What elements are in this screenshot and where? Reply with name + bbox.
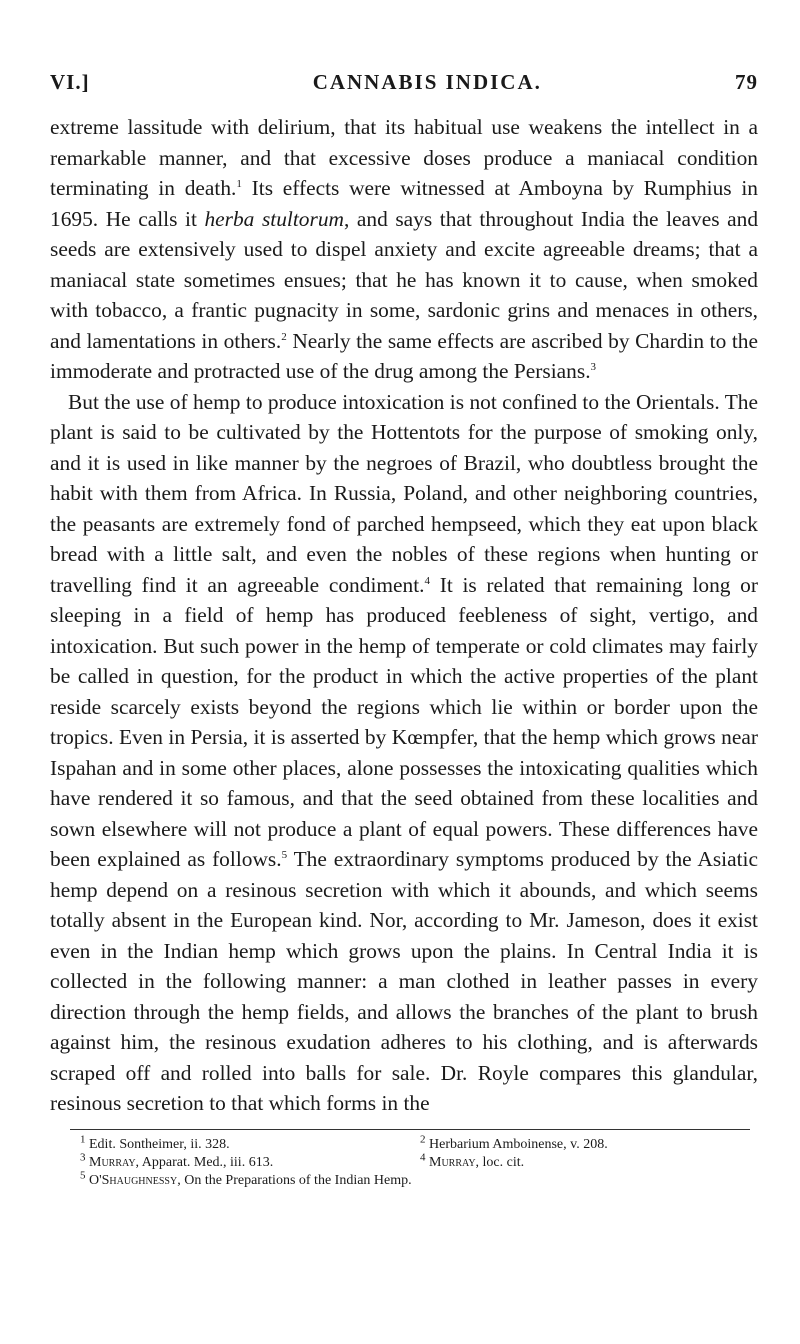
footnote-ref-3: 3 (590, 360, 597, 373)
paragraph-2: But the use of hemp to produce intoxication is not confined to the Orientals. The plant is said to be cultivated by the Hottentots for the purpose of smoking only, and it is used in like manner by the negroes of Brazil, who doubtless brought the habit with them from Africa. In Russia, Poland, and other neighboring countries, the peasants are extremely fond of parched hempseed, which they eat upon black bread with a little salt, and even the nobles of these regions when hunting or travelling find it an agreeable condiment.$^4$ It is related that remaining long or sleeping in a field of hemp has produced feebleness of sight, vertigo, and intoxication. But such power in the hemp of temperate or cold climates may fairly be called in question, for the product in which the active properties of the plant reside scarcely exists beyond the regions which lie within or border upon the tropics. Even in Persia, it is asserted by Kœmpfer, that the hemp which grows near Ispahan and in some other places, alone possesses the intoxicating qualities which have rendered it so famous, and that the seed obtained from these localities and sown elsewhere will not produce a plant of equal powers. These differences have been explained as follows.$^5$ The extraordinary symptoms produced by the Asiatic hemp depend on a resinous secretion with which it abounds, and which seems totally absent in the European kind. Nor, according to Mr. Jameson, does it exist even in the Indian hemp which grows upon the plains. In Central India it is collected in the following manner: a man clothed in leather passes in every direction through the hemp fields, and allows the branches of the plant to brush against him, the resinous exudation adheres to his clothing, and is afterwards scraped off and rolled into balls for sale. Dr. Royle compares this glandular, resinous secretion to that which forms in the (50, 389, 758, 1115)
footnote-2: $^2$ Herbarium Amboinense, v. 208. (420, 1132, 608, 1152)
book-page (50, 70, 758, 1190)
latin-term: herba stultorum (204, 206, 344, 231)
running-header (50, 70, 758, 104)
footnote-3: $^3$ Murray, Apparat. Med., iii. 613. (80, 1150, 274, 1170)
footnote-1: $^1$ Edit. Sontheimer, ii. 328. (80, 1132, 230, 1152)
footnote-ref-1: 1 (236, 177, 242, 190)
body-text (50, 112, 758, 1119)
footnotes (50, 1132, 758, 1190)
footnote-ref-2: 2 (281, 330, 287, 343)
page-number: 79 (734, 70, 758, 94)
footnote-4: $^4$ Murray, loc. cit. (420, 1150, 525, 1170)
footnote-ref-4: 4 (424, 574, 431, 587)
footnote-5: $^5$ O'Shaughnessy, On the Preparations of the Indian Hemp. (80, 1168, 412, 1188)
running-title: CANNABIS INDICA. (312, 70, 542, 94)
footnote-ref-5: 5 (281, 848, 288, 861)
chapter-number: VI.] (50, 70, 90, 94)
paragraph-1: extreme lassitude with delirium, that its habitual use weakens the intellect in a remarkable manner, and that excessive doses produce a maniacal condition terminating in death.$^1$ Its effects were witnessed at Amboyna by Rumphius in 1695. He calls it herba stultorum, and says that throughout India the leaves and seeds are extensively used to dispel anxiety and excite agreeable dreams; that a maniacal state sometimes ensues; that he has known it to cause, when smoked with tobacco, a frantic pugnacity in some, sardonic grins and menaces in others, and lamentations in others.$^2$ Nearly the same effects are ascribed by Chardin to the immoderate and protracted use of the drug among the Persians.$^3$ (50, 115, 759, 383)
footnote-divider (70, 1129, 750, 1130)
